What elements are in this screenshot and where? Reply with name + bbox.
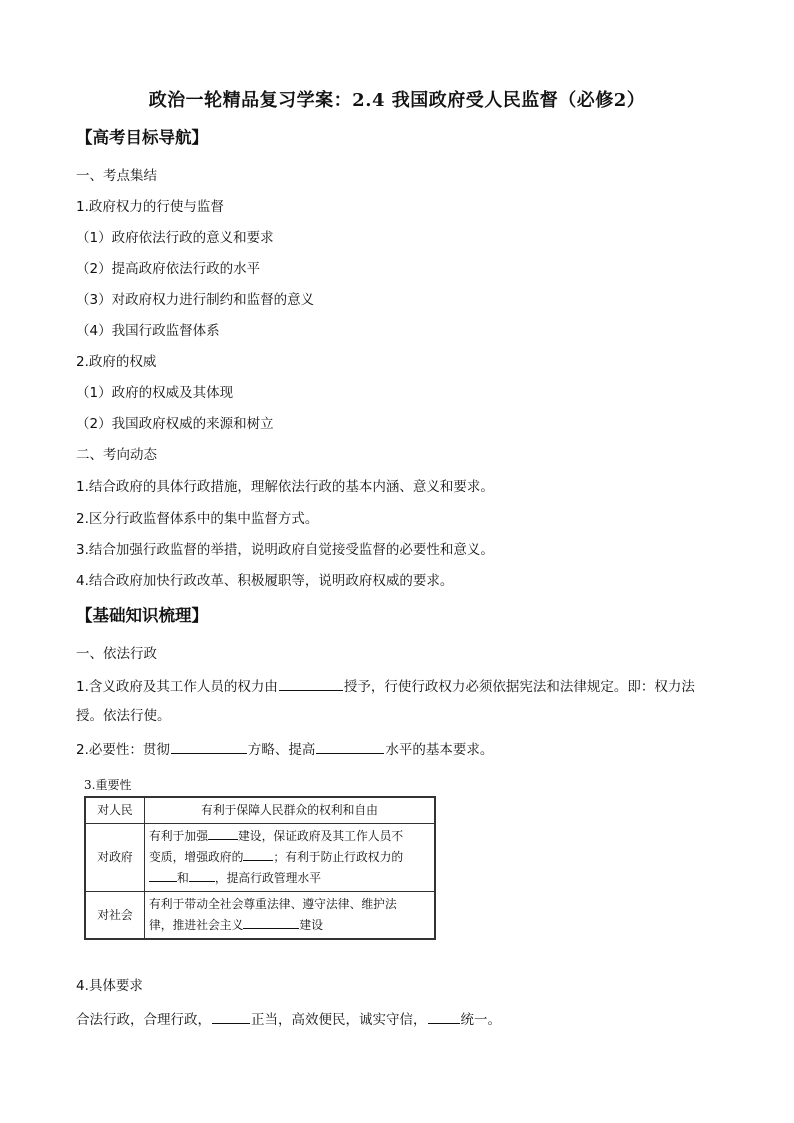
requirements-text: 统一。	[460, 1012, 501, 1028]
cell-text: ；有利于防止行政权力的	[273, 850, 404, 864]
cell-text: 建设，保证政府及其工作人员不	[238, 829, 404, 843]
importance-table	[84, 796, 436, 940]
cell-text: 变质，增强政府的	[149, 850, 244, 864]
definition-text: 1.含义政府及其工作人员的权力由	[76, 679, 278, 695]
part-title-exam-points: 一、考点集结	[76, 168, 157, 184]
table-row-header: 对人民	[85, 797, 145, 824]
list-item: （2）我国政府权威的来源和树立	[76, 416, 274, 432]
cell-text: 建设	[299, 918, 323, 932]
fill-blank[interactable]	[279, 676, 343, 691]
necessity-text: 2.必要性：贯彻	[76, 742, 170, 758]
definition-line-2: 授。依法行使。	[76, 708, 171, 724]
list-item: （2）提高政府依法行政的水平	[76, 261, 261, 277]
importance-caption: 3.重要性	[84, 778, 132, 792]
fill-blank[interactable]	[149, 868, 177, 882]
requirements-title: 4.具体要求	[76, 978, 143, 994]
trend-item: 3.结合加强行政监督的举措，说明政府自觉接受监督的必要性和意义。	[76, 542, 494, 558]
requirements-text: 正当，高效便民，诚实守信，	[251, 1012, 427, 1028]
table-cell	[145, 824, 436, 892]
list-item: （4）我国行政监督体系	[76, 323, 220, 339]
part-title-trends: 二、考向动态	[76, 447, 157, 463]
cell-text: 和	[177, 871, 189, 885]
requirements-text: 合法行政，合理行政，	[76, 1012, 211, 1028]
trend-item: 2.区分行政监督体系中的集中监督方式。	[76, 511, 319, 527]
table-row-header: 对政府	[85, 824, 145, 892]
table-row-header: 对社会	[85, 892, 145, 940]
list-item: （3）对政府权力进行制约和监督的意义	[76, 292, 315, 308]
list-item: 2.政府的权威	[76, 354, 157, 370]
cell-text: 有利于带动全社会尊重法律、遵守法律、维护法	[149, 897, 397, 911]
fill-blank[interactable]	[428, 1009, 460, 1024]
list-item: （1）政府依法行政的意义和要求	[76, 230, 274, 246]
table-cell	[145, 892, 436, 940]
fill-blank[interactable]	[212, 1009, 250, 1024]
cell-text: 律，推进社会主义	[149, 918, 244, 932]
necessity-text: 方略、提高	[247, 742, 316, 758]
fill-blank[interactable]	[243, 847, 273, 861]
list-item: 1.政府权力的行使与监督	[76, 199, 224, 215]
fill-blank[interactable]	[208, 826, 238, 840]
fill-blank[interactable]	[316, 739, 384, 754]
part-title-law-admin: 一、依法行政	[76, 646, 157, 662]
necessity-line	[76, 739, 493, 759]
necessity-text: 水平的基本要求。	[385, 742, 494, 758]
section-heading-basics: 【基础知识梳理】	[76, 606, 208, 625]
cell-text: 有利于加强	[149, 829, 208, 843]
table-row	[85, 797, 435, 824]
fill-blank[interactable]	[171, 739, 247, 754]
trend-item: 4.结合政府加快行政改革、积极履职等，说明政府权威的要求。	[76, 573, 454, 589]
trend-item: 1.结合政府的具体行政措施，理解依法行政的基本内涵、意义和要求。	[76, 479, 494, 495]
cell-text: ，提高行政管理水平	[214, 871, 321, 885]
fill-blank[interactable]	[189, 868, 215, 882]
list-item: （1）政府的权威及其体现	[76, 385, 234, 401]
table-cell: 有利于保障人民群众的权利和自由	[145, 797, 436, 824]
definition-text: 授予，行使行政权力必须依据宪法和法律规定。即：权力法	[343, 679, 695, 695]
definition-line	[76, 676, 695, 696]
fill-blank[interactable]	[243, 915, 299, 929]
table-row	[85, 892, 435, 940]
section-heading-goals: 【高考目标导航】	[76, 128, 208, 147]
page-title: 政治一轮精品复习学案：2.4 我国政府受人民监督（必修2）	[148, 90, 646, 111]
requirements-line	[76, 1009, 501, 1029]
table-row	[85, 824, 435, 892]
